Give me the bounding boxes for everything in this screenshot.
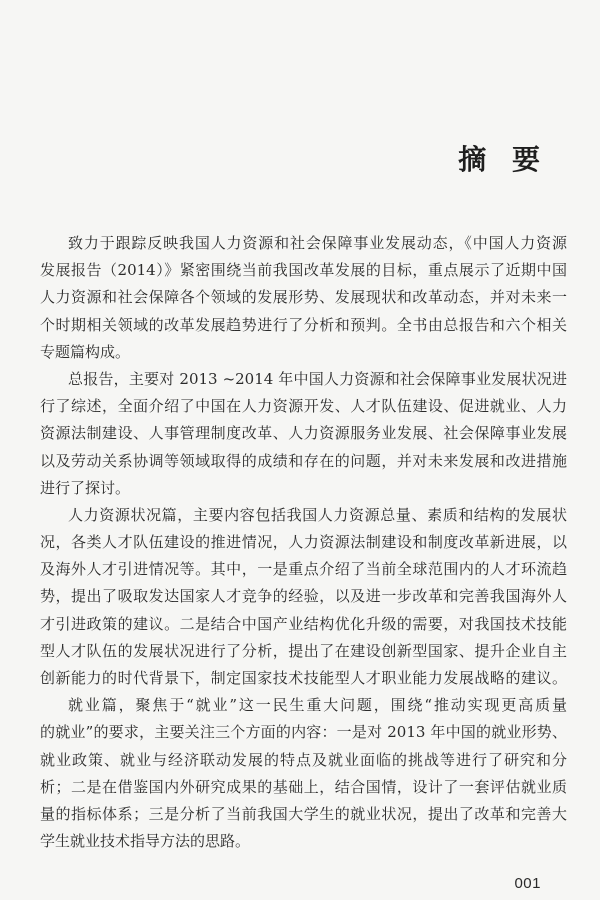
page-title: 摘 要 bbox=[458, 143, 548, 176]
text-line: 势，提出了吸取发达国家人才竞争的经验，以及进一步改革和完善我国海外人 bbox=[40, 587, 567, 606]
text-line: 及海外人才引进情况等。其中，一是重点介绍了当前全球范围内的人才环流趋 bbox=[40, 560, 567, 579]
text-line: 发展报告（2014）》紧密围绕当前我国改革发展的目标，重点展示了近期中国 bbox=[40, 261, 567, 280]
text-line: 析；二是在借鉴国内外研究成果的基础上，结合国情，设计了一套评估就业质 bbox=[40, 777, 567, 796]
paragraph-general-report bbox=[40, 366, 567, 502]
text-line: 以及劳动关系协调等领域取得的成绩和存在的问题，并对未来发展和改进措施 bbox=[40, 451, 567, 470]
text-line: 专题篇构成。 bbox=[40, 342, 131, 361]
text-line: 的就业”的要求，主要关注三个方面的内容：一是对 2013 年中国的就业形势、 bbox=[40, 723, 567, 742]
abstract-body bbox=[40, 230, 567, 855]
text-line: 总报告，主要对 2013 ~2014 年中国人力资源和社会保障事业发展状况进 bbox=[68, 369, 567, 388]
text-line: 人力资源状况篇，主要内容包括我国人力资源总量、素质和结构的发展状 bbox=[68, 505, 567, 524]
text-line: 行了综述，全面介绍了中国在人力资源开发、人才队伍建设、促进就业、人力 bbox=[40, 397, 567, 416]
text-line: 人力资源和社会保障各个领域的发展形势、发展现状和改革动态，并对未来一 bbox=[40, 288, 567, 307]
text-line: 资源法制建设、人事管理制度改革、人力资源服务业发展、社会保障事业发展 bbox=[40, 424, 567, 443]
text-line: 量的指标体系；三是分析了当前我国大学生的就业状况，提出了改革和完善大 bbox=[40, 804, 567, 823]
text-line: 进行了探讨。 bbox=[40, 478, 131, 497]
page-number: 001 bbox=[514, 875, 541, 892]
text-line: 型人才队伍的发展状况进行了分析，提出了在建设创新型国家、提升企业自主 bbox=[40, 641, 567, 660]
paragraph-overview bbox=[40, 230, 567, 366]
text-line: 才引进政策的建议。二是结合中国产业结构优化升级的需要，对我国技术技能 bbox=[40, 614, 567, 633]
text-line: 就业政策、就业与经济联动发展的特点及就业面临的挑战等进行了研究和分 bbox=[40, 750, 567, 769]
text-line: 致力于跟踪反映我国人力资源和社会保障事业发展动态，《中国人力资源 bbox=[68, 234, 567, 252]
text-line: 个时期相关领域的改革发展趋势进行了分析和预判。全书由总报告和六个相关 bbox=[40, 315, 567, 334]
text-line: 创新能力的时代背景下，制定国家技术技能型人才职业能力发展战略的建议。 bbox=[40, 669, 567, 687]
paragraph-employment bbox=[40, 692, 567, 855]
text-line: 学生就业技术指导方法的思路。 bbox=[40, 832, 251, 851]
paragraph-human-resources bbox=[40, 502, 567, 692]
text-line: 就业篇，聚焦于“就业”这一民生重大问题，围绕“推动实现更高质量 bbox=[68, 696, 567, 715]
text-line: 况，各类人才队伍建设的推进情况，人力资源法制建设和制度改革新进展，以 bbox=[40, 533, 567, 552]
